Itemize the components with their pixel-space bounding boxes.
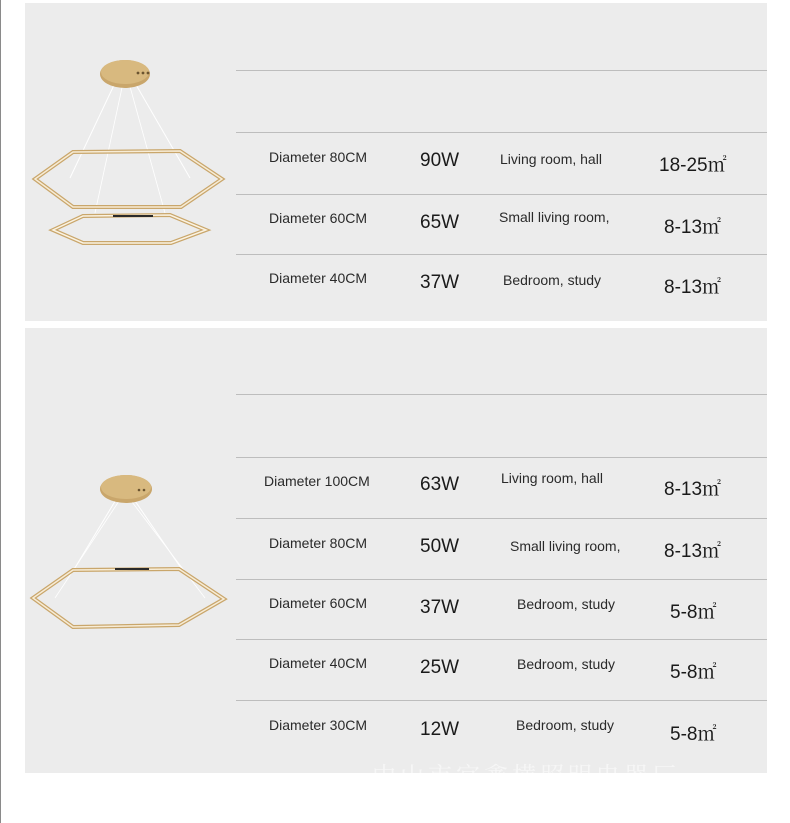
room-value: Living room, hall: [501, 470, 603, 486]
room-value: Living room, hall: [500, 151, 602, 167]
table-row: [236, 580, 767, 640]
diameter-value: Diameter 40CM: [269, 270, 368, 286]
room-value: Bedroom, study: [503, 272, 602, 288]
page-edge-divider: [0, 0, 1, 823]
diameter-value: Diameter 60CM: [269, 595, 368, 611]
table-divider: [236, 394, 767, 395]
power-value: 12W: [420, 719, 460, 740]
room-value: Bedroom, study: [516, 717, 615, 733]
area-value: 5-8㎡: [670, 662, 717, 683]
table-row: [236, 701, 767, 761]
table-row: [236, 133, 767, 193]
room-value: Bedroom, study: [517, 656, 616, 672]
table-row: [236, 255, 767, 315]
room-value: Small living room,: [499, 209, 610, 225]
power-value: 25W: [420, 657, 460, 678]
area-value: 8-13㎡: [664, 217, 722, 238]
diameter-value: Diameter 80CM: [269, 149, 368, 165]
power-value: 63W: [420, 474, 460, 495]
table-divider: [236, 70, 767, 71]
area-value: 5-8㎡: [670, 724, 717, 745]
two-ring-hexagon-pendant-image: [25, 3, 236, 321]
area-value: 5-8㎡: [670, 602, 717, 623]
company-watermark: 中山市宜鑫横照明电器厂: [372, 762, 680, 790]
power-value: 37W: [420, 272, 460, 293]
area-value: 8-13㎡: [664, 541, 722, 562]
area-value: 18-25㎡: [659, 155, 727, 176]
diameter-value: Diameter 30CM: [269, 717, 368, 733]
room-value: Small living room,: [510, 538, 621, 554]
diameter-value: Diameter 80CM: [269, 535, 368, 551]
table-row: [236, 195, 767, 255]
diameter-value: Diameter 100CM: [264, 473, 370, 489]
diameter-value: Diameter 40CM: [269, 655, 368, 671]
area-value: 8-13㎡: [664, 277, 722, 298]
diameter-value: Diameter 60CM: [269, 210, 368, 226]
spec-panel-two-ring: [25, 3, 767, 321]
power-value: 90W: [420, 150, 460, 171]
area-value: 8-13㎡: [664, 479, 722, 500]
table-row: [236, 640, 767, 700]
spec-panel-single-ring: [25, 328, 767, 773]
room-value: Bedroom, study: [517, 596, 616, 612]
power-value: 65W: [420, 212, 460, 233]
single-ring-hexagon-pendant-image: [25, 328, 236, 773]
power-value: 50W: [420, 536, 460, 557]
table-row: [236, 519, 767, 579]
table-row: [236, 457, 767, 517]
power-value: 37W: [420, 597, 460, 618]
